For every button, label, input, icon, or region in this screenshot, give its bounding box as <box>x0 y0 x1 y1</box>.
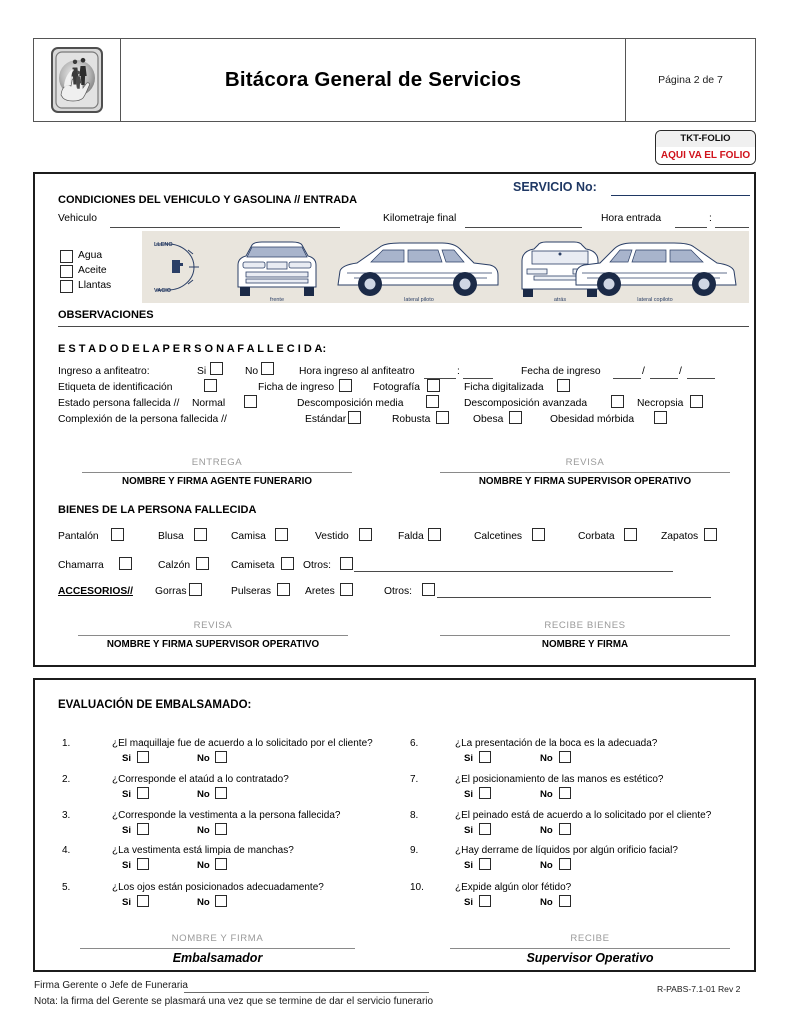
vehicle-view-caption-atras: atrás <box>553 297 567 303</box>
checkbox-agua[interactable] <box>60 250 73 263</box>
q8-text: ¿El peinado está de acuerdo a lo solicitado por el cliente? <box>455 810 712 821</box>
checkbox-q1-no[interactable] <box>215 751 227 763</box>
checkbox-q6-si[interactable] <box>479 751 491 763</box>
sig2-left-top: REVISA <box>193 620 233 631</box>
descomposicion-media-label: Descomposición media <box>297 398 404 409</box>
fecha-separator-2: / <box>679 366 682 377</box>
hora-entrada-separator: : <box>709 213 712 224</box>
q9-text: ¿Hay derrame de líquidos por algún orificio facial? <box>455 845 678 856</box>
sig3-right-line[interactable] <box>450 948 730 949</box>
folio-box[interactable] <box>655 130 756 165</box>
checkbox-falda[interactable] <box>428 528 441 541</box>
checkbox-pulseras[interactable] <box>277 583 290 596</box>
checkbox-q1-si[interactable] <box>137 751 149 763</box>
label-camiseta: Camiseta <box>231 560 275 571</box>
checkbox-camisa[interactable] <box>275 528 288 541</box>
servicio-no-label: SERVICIO No: <box>513 180 597 194</box>
hora-ingreso-mm-line[interactable] <box>463 378 493 379</box>
checkbox-corbata[interactable] <box>624 528 637 541</box>
sig3-right-top: RECIBE <box>570 933 610 944</box>
fotografia-label: Fotografía <box>373 382 420 393</box>
checkbox-gorras[interactable] <box>189 583 202 596</box>
q10-si-label: Si <box>464 897 474 908</box>
folio-placeholder-text: AQUI VA EL FOLIO <box>656 147 755 164</box>
q2-no-label: No <box>197 789 210 800</box>
q9-number: 9. <box>410 845 419 856</box>
q7-si-label: Si <box>464 789 474 800</box>
vehicle-inspection-diagram <box>142 231 749 303</box>
checkbox-q5-no[interactable] <box>215 895 227 907</box>
q7-number: 7. <box>410 774 419 785</box>
checkbox-q10-si[interactable] <box>479 895 491 907</box>
q1-text: ¿El maquillaje fue de acuerdo a lo solicitado por el cliente? <box>112 738 373 749</box>
label-blusa: Blusa <box>158 531 184 542</box>
fecha-mm-line[interactable] <box>650 378 678 379</box>
q6-no-label: No <box>540 753 553 764</box>
page-title: Bitácora General de Servicios <box>224 68 522 91</box>
label-aceite: Aceite <box>78 265 107 276</box>
observaciones-input-line[interactable] <box>58 326 749 327</box>
checkbox-q2-no[interactable] <box>215 787 227 799</box>
label-gorras: Gorras <box>155 586 187 597</box>
kilometraje-input-line[interactable] <box>465 227 582 228</box>
checkbox-estado-normal[interactable] <box>244 395 257 408</box>
descomposicion-avanzada-label: Descomposición avanzada <box>464 398 588 409</box>
q5-si-label: Si <box>122 897 132 908</box>
fecha-dd-line[interactable] <box>613 378 641 379</box>
q5-text: ¿Los ojos están posicionados adecuadamente? <box>112 882 324 893</box>
vehicle-view-caption-lateral-copiloto: lateral copiloto <box>637 297 673 303</box>
header-title-cell <box>121 39 626 121</box>
checkbox-aceite[interactable] <box>60 265 73 278</box>
q9-si-label: Si <box>464 860 474 871</box>
checkbox-ingreso-no[interactable] <box>261 362 274 375</box>
checkbox-etiqueta-identificacion[interactable] <box>204 379 217 392</box>
checkbox-ficha-ingreso[interactable] <box>339 379 352 392</box>
q3-no-label: No <box>197 825 210 836</box>
sig1-left-line[interactable] <box>82 472 352 473</box>
vehiculo-input-line[interactable] <box>110 227 340 228</box>
label-falda: Falda <box>398 531 424 542</box>
q5-number: 5. <box>62 882 71 893</box>
fecha-ingreso-label: Fecha de ingreso <box>521 366 601 377</box>
label-accesorios: ACCESORIOS// <box>58 586 133 597</box>
folio-title: TKT-FOLIO <box>656 131 755 147</box>
q7-no-label: No <box>540 789 553 800</box>
checkbox-pantalon[interactable] <box>111 528 124 541</box>
hora-entrada-mm-line[interactable] <box>715 227 749 228</box>
checkbox-q5-si[interactable] <box>137 895 149 907</box>
label-otros-bienes: Otros: <box>303 560 332 571</box>
checkbox-ingreso-si[interactable] <box>210 362 223 375</box>
checkbox-otros-bienes[interactable] <box>340 557 353 570</box>
q3-si-label: Si <box>122 825 132 836</box>
complexion-robusta-label: Robusta <box>392 414 431 425</box>
checkbox-q3-no[interactable] <box>215 823 227 835</box>
q3-text: ¿Corresponde la vestimenta a la persona fallecida? <box>112 810 341 821</box>
q10-number: 10. <box>410 882 424 893</box>
complexion-obesidad-morbida-label: Obesidad mórbida <box>550 414 635 425</box>
complexion-estandar-label: Estándar <box>305 414 347 425</box>
sig1-left-top: ENTREGA <box>191 457 243 468</box>
ficha-ingreso-label: Ficha de ingreso <box>258 382 335 393</box>
sig3-left-line[interactable] <box>80 948 355 949</box>
checkbox-complexion-obesa[interactable] <box>509 411 522 424</box>
checkbox-q8-si[interactable] <box>479 823 491 835</box>
q7-text: ¿El posicionamiento de las manos es estético? <box>455 774 664 785</box>
label-pulseras: Pulseras <box>231 586 272 597</box>
deceased-section-heading: E S T A D O D E L A P E R S O N A F A L L E C I D A: <box>58 343 327 355</box>
header-logo-cell <box>34 39 121 121</box>
fuel-gauge-empty-label: VACIO <box>154 288 172 294</box>
label-calzon: Calzón <box>158 560 191 571</box>
q6-number: 6. <box>410 738 419 749</box>
checkbox-q7-si[interactable] <box>479 787 491 799</box>
etiqueta-identificacion-label: Etiqueta de identificación <box>58 382 173 393</box>
checkbox-complexion-obesidad-morbida[interactable] <box>654 411 667 424</box>
sig3-left-bottom: Embalsamador <box>172 951 263 965</box>
checkbox-aretes[interactable] <box>340 583 353 596</box>
checkbox-q4-si[interactable] <box>137 858 149 870</box>
sig1-left-bottom: NOMBRE Y FIRMA AGENTE FUNERARIO <box>122 476 312 487</box>
checkbox-q8-no[interactable] <box>559 823 571 835</box>
q9-no-label: No <box>540 860 553 871</box>
fecha-yy-line[interactable] <box>687 378 715 379</box>
checkbox-q9-no[interactable] <box>559 858 571 870</box>
checkbox-q7-no[interactable] <box>559 787 571 799</box>
sig1-right-line[interactable] <box>440 472 730 473</box>
eval-section-heading: EVALUACIÓN DE EMBALSAMADO: <box>58 699 252 711</box>
hora-ingreso-label: Hora ingreso al anfiteatro <box>299 366 415 377</box>
footer-nota: Nota: la firma del Gerente se plasmará una vez que se termine de dar el servicio funerario <box>34 996 434 1007</box>
checkbox-q9-si[interactable] <box>479 858 491 870</box>
ficha-digitalizada-label: Ficha digitalizada <box>464 382 544 393</box>
header-page-cell <box>626 39 755 121</box>
q1-number: 1. <box>62 738 71 749</box>
ingreso-si-label: Si <box>197 366 207 377</box>
q4-si-label: Si <box>122 860 132 871</box>
checkbox-calcetines[interactable] <box>532 528 545 541</box>
checkbox-calzon[interactable] <box>196 557 209 570</box>
label-camisa: Camisa <box>231 531 266 542</box>
checkbox-complexion-estandar[interactable] <box>348 411 361 424</box>
fecha-separator-1: / <box>642 366 645 377</box>
hora-entrada-label: Hora entrada <box>601 213 662 224</box>
label-aretes: Aretes <box>305 586 335 597</box>
complexion-obesa-label: Obesa <box>473 414 504 425</box>
vehicle-view-caption-lateral-piloto: lateral piloto <box>404 297 434 303</box>
q10-text: ¿Expide algún olor fétido? <box>455 882 572 893</box>
checkbox-q4-no[interactable] <box>215 858 227 870</box>
hora-ingreso-separator: : <box>457 366 460 377</box>
vehicle-diagram-svg <box>142 231 749 303</box>
estado-persona-label: Estado persona fallecida // <box>58 398 180 409</box>
checkbox-blusa[interactable] <box>194 528 207 541</box>
checkbox-llantas[interactable] <box>60 280 73 293</box>
checkbox-q3-si[interactable] <box>137 823 149 835</box>
footer-doc-code: R-PABS-7.1-01 Rev 2 <box>657 984 741 994</box>
checkbox-camiseta[interactable] <box>281 557 294 570</box>
label-calcetines: Calcetines <box>474 531 523 542</box>
checkbox-vestido[interactable] <box>359 528 372 541</box>
checkbox-q2-si[interactable] <box>137 787 149 799</box>
q5-no-label: No <box>197 897 210 908</box>
sig2-left-bottom: NOMBRE Y FIRMA SUPERVISOR OPERATIVO <box>106 639 320 650</box>
checkbox-q10-no[interactable] <box>559 895 571 907</box>
necropsia-label: Necropsia <box>637 398 684 409</box>
ingreso-no-label: No <box>245 366 259 377</box>
label-otros-accesorios: Otros: <box>384 586 413 597</box>
belongings-heading: BIENES DE LA PERSONA FALLECIDA <box>58 504 257 516</box>
vehiculo-label: Vehiculo <box>58 213 97 224</box>
checkbox-otros-accesorios[interactable] <box>422 583 435 596</box>
q2-text: ¿Corresponde el ataúd a lo contratado? <box>112 774 289 785</box>
vehicle-view-caption-frente: frente <box>269 297 285 303</box>
sig2-right-line[interactable] <box>440 635 730 636</box>
servicio-no-input-line[interactable] <box>611 195 750 196</box>
checkbox-chamarra[interactable] <box>119 557 132 570</box>
q10-no-label: No <box>540 897 553 908</box>
q4-number: 4. <box>62 845 71 856</box>
q1-si-label: Si <box>122 753 132 764</box>
q4-no-label: No <box>197 860 210 871</box>
q2-number: 2. <box>62 774 71 785</box>
checkbox-complexion-robusta[interactable] <box>436 411 449 424</box>
sig1-right-top: REVISA <box>565 457 605 468</box>
sig2-left-line[interactable] <box>78 635 348 636</box>
firma-gerente-input-line[interactable] <box>184 992 429 993</box>
checkbox-descomposicion-avanzada[interactable] <box>611 395 624 408</box>
q8-si-label: Si <box>464 825 474 836</box>
ingreso-anfiteatro-label: Ingreso a anfiteatro: <box>58 366 150 377</box>
checkbox-q6-no[interactable] <box>559 751 571 763</box>
sig2-right-top: RECIBE BIENES <box>544 620 626 631</box>
complexion-label: Complexión de la persona fallecida // <box>58 414 227 425</box>
sig1-right-bottom: NOMBRE Y FIRMA SUPERVISOR OPERATIVO <box>478 476 692 487</box>
checkbox-fotografia[interactable] <box>427 379 440 392</box>
label-llantas: Llantas <box>78 280 112 291</box>
document-header <box>33 38 756 122</box>
q8-number: 8. <box>410 810 419 821</box>
q2-si-label: Si <box>122 789 132 800</box>
fuel-gauge-full-label: LLENO <box>154 242 173 248</box>
hora-entrada-hh-line[interactable] <box>675 227 707 228</box>
sig3-left-top: NOMBRE Y FIRMA <box>171 933 264 944</box>
vehicle-section-heading: CONDICIONES DEL VEHICULO Y GASOLINA // ENTRADA <box>58 194 358 206</box>
label-vestido: Vestido <box>315 531 349 542</box>
checkbox-zapatos[interactable] <box>704 528 717 541</box>
q6-si-label: Si <box>464 753 474 764</box>
checkbox-necropsia[interactable] <box>690 395 703 408</box>
page-number-label: Página 2 de 7 <box>658 74 723 86</box>
observaciones-label: OBSERVACIONES <box>58 309 154 321</box>
q1-no-label: No <box>197 753 210 764</box>
q3-number: 3. <box>62 810 71 821</box>
label-pantalon: Pantalón <box>58 531 99 542</box>
checkbox-ficha-digitalizada[interactable] <box>557 379 570 392</box>
funeraria-hand-family-logo-icon <box>51 47 103 113</box>
q8-no-label: No <box>540 825 553 836</box>
label-agua: Agua <box>78 250 103 261</box>
label-corbata: Corbata <box>578 531 615 542</box>
checkbox-descomposicion-media[interactable] <box>426 395 439 408</box>
label-chamarra: Chamarra <box>58 560 104 571</box>
q6-text: ¿La presentación de la boca es la adecuada? <box>455 738 658 749</box>
sig3-right-bottom: Supervisor Operativo <box>526 951 654 965</box>
kilometraje-label: Kilometraje final <box>383 213 457 224</box>
sig2-right-bottom: NOMBRE Y FIRMA <box>541 639 629 650</box>
q4-text: ¿La vestimenta está limpia de manchas? <box>112 845 294 856</box>
estado-normal-label: Normal <box>192 398 226 409</box>
label-zapatos: Zapatos <box>661 531 699 542</box>
firma-gerente-label: Firma Gerente o Jefe de Funeraria <box>34 980 188 991</box>
otros-accesorios-input-line[interactable] <box>437 597 711 598</box>
otros-bienes-input-line[interactable] <box>354 571 673 572</box>
